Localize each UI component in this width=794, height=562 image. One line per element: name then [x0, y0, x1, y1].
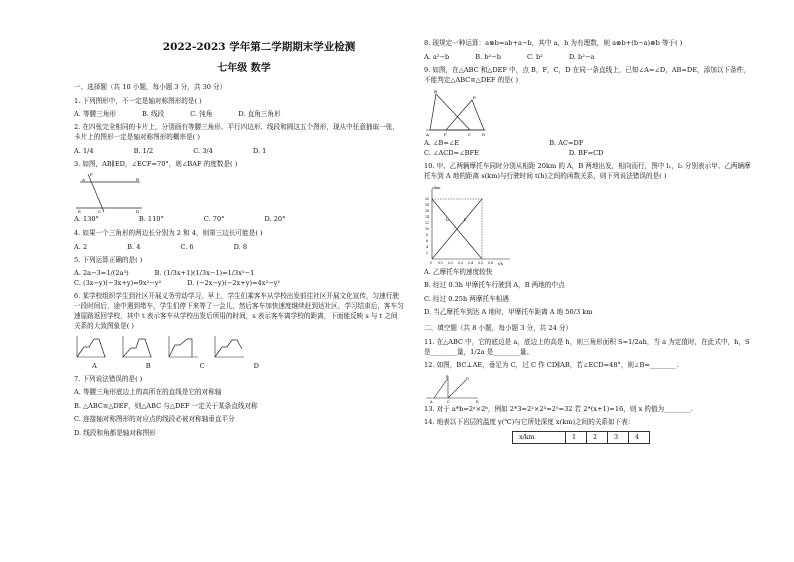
q10-stem: 10. 甲、乙两辆摩托车同时分别从相距 20km 的 A，B 两地出发，相向而行，图中 l₁，l₂ 分别表示甲、乙两辆摩托车到 A 地的距离 s(km)与行驶时间 t(h)之间的函数关系，则下列说法错误的是( ) [424, 162, 751, 180]
q4-stem: 4. 如果一个三角形的两边长分别为 2 和 4，则第三边长可能是( ) [74, 229, 263, 237]
chart-y-tick-16: 16 [425, 208, 430, 213]
q3-option-b: B. 110° [138, 215, 164, 223]
q7-option-b: B. △ABC≌△DEF，则△ABC 与△DEF 一定关于某条直线对称 [74, 401, 258, 410]
q4-options [74, 242, 404, 252]
svg-text:C: C [98, 209, 102, 214]
q1-option-c: C. 钝角 [190, 110, 213, 118]
svg-text:F: F [444, 132, 447, 137]
q6-graph-c [166, 335, 200, 359]
svg-text:C: C [447, 399, 450, 404]
svg-text:C: C [468, 132, 472, 137]
chart-y-tick-10: 10 [425, 226, 430, 231]
section1-heading: 一、选择题（共 10 小题，每小题 3 分，共 30 分） [74, 83, 227, 91]
q5-option-d: D. (−2x−y)(−2x+y)=4x²−y² [187, 279, 281, 287]
chart-x-tick-0.4: 0.4 [468, 260, 474, 265]
q5-option-a: A. 2a−3=1/(2a³) [74, 269, 129, 277]
q5-options-row1 [74, 268, 404, 278]
q14-table-header: x/km [513, 431, 566, 443]
chart-line2-label: l₂ [464, 216, 467, 222]
q5-option-b: B. (1/3x+1)(1/3x−1)=1/3x²−1 [154, 269, 255, 277]
q12-stem: 12. 如图，BC⊥AE，垂足为 C，过 C 作 CD∥AB，若∠ECD=48°，则∠B=________. [424, 361, 679, 369]
q8-option-c: C. b² [526, 52, 543, 61]
q6-stem: 6. 某学校组织学生到社区开展义务劳动学习，早上，学生们乘客车从学校出发前往社区开展文化宣传，匀速行驶一段时间后，途中遇到堵车，学生们停下来等了一会儿，然后客车加快速度继续赶到达社区，学习结束后，客车匀速原路返回学校，其中 t 表示客车从学校出发后所用的时间，s 表示客车离学校的距离，下面能反映 s 与 t 之间关系的大致图象是( ) [74, 292, 404, 330]
chart-y-tick-6: 6 [426, 238, 429, 243]
q8-option-a: A. a²−b [424, 52, 450, 61]
chart-x-tick-0.3: 0.3 [458, 260, 464, 265]
q4-option-d: D. 8 [233, 242, 248, 251]
q6-graph-a [74, 335, 108, 359]
chart-x-tick-0.1: 0.1 [438, 260, 444, 265]
q4-option-a: A. 2 [74, 242, 88, 251]
svg-text:D: D [466, 376, 469, 381]
q14-table-cell: 4 [629, 431, 650, 443]
q1-option-d: D. 直角三角形 [238, 110, 281, 118]
q2-option-c: C. 3/4 [193, 146, 213, 155]
q5-options-row2 [74, 278, 404, 288]
chart-y-tick-2: 2 [426, 250, 429, 255]
chart-y-tick-8: 8 [426, 232, 429, 237]
q8-stem: 8. 现规定一种运算：a⊗b=ab+a−b，其中 a，b 为有理数，则 a⊗b+(b−a)⊗b 等于( ) [424, 39, 683, 47]
exam-subtitle: 七年级 数学 [217, 63, 271, 74]
q11-stem: 11. 在△ABC 中，它的底边是 a，底边上的高是 h，则三角形面积 S=1/2ah，当 a 为定值时，在此式中，h，S 是________量，1/2a 是________量。 [424, 337, 750, 356]
svg-text:A: A [426, 132, 429, 137]
q2-option-b: B. 1/2 [133, 146, 154, 155]
chart-x-tick-0.5: 0.5 [478, 260, 484, 265]
q14-table [512, 431, 650, 444]
q9-option-d: D. BF=CD [568, 149, 604, 157]
q6-label-c: C [199, 361, 205, 370]
q6-graph-labels [74, 361, 404, 371]
q6-label-a: A [92, 361, 97, 370]
exam-title: 2022-2023 学年第二学期期末学业检测 [162, 41, 356, 53]
q6-graphs [74, 335, 404, 359]
q8-option-b: B. b²−b [475, 52, 501, 61]
q14-table-cell: 1 [566, 431, 587, 443]
q7-option-d: D. 线段和角都是轴对称图形 [74, 428, 156, 437]
right-column [424, 38, 754, 444]
q14-table-cell: 3 [608, 431, 629, 443]
svg-text:F: F [90, 172, 93, 177]
chart-x-tick-0.2: 0.2 [448, 260, 454, 265]
q7-option-a: A. 等腰三角形底边上的高所在的直线是它的对称轴 [74, 388, 222, 396]
q10-chart [424, 185, 514, 267]
q6-label-d: D [253, 361, 259, 370]
q12-figure [424, 374, 480, 404]
svg-text:E: E [473, 95, 476, 100]
chart-y-tick-18: 18 [425, 202, 430, 207]
chart-y-tick-4: 4 [426, 244, 429, 249]
q9-option-c: C. ∠ACD=∠BFE [424, 149, 479, 157]
q1-options [74, 109, 404, 119]
section2-heading: 二、填空题（共 8 小题，每小题 3 分，共 24 分） [424, 324, 573, 332]
chart-y-tick-14: 14 [425, 214, 430, 219]
q13-stem: 13. 对于 a*b=2ᵃ×2ᵇ，例如 2*3=2²×2³=2⁵=32 若 2*(x+1)=16，则 x 的值为________. [424, 404, 693, 413]
svg-text:E: E [78, 209, 81, 214]
q3-stem: 3. 如图，AB∥ED，∠ECF=70°，则∠BAF 的度数是( ) [74, 159, 238, 168]
q10-option-d: D. 当乙摩托车到达 A 地时，甲摩托车距离 A 地 50/3 km [424, 308, 593, 316]
q6-graph-d [212, 335, 246, 359]
q6-label-b: B [145, 361, 151, 370]
left-column [74, 0, 404, 441]
svg-text:B: B [446, 374, 449, 379]
q7-option-c: C. 连接轴对称图形的对应点的线段必被对称轴垂直平分 [74, 415, 235, 423]
q9-option-b: B. AC=DF [549, 139, 584, 147]
svg-text:E: E [476, 399, 479, 404]
svg-text:B: B [136, 177, 139, 182]
svg-text:A: A [82, 177, 85, 182]
q9-stem: 9. 如图，在△ABC 和△DEF 中，点 B，F，C，D 在同一条直线上，已知∠A=∠D，AB=DE，添加以下条件，不能判定△ABC≌△DEF 的是( ) [424, 65, 750, 84]
q14-table-row [513, 431, 650, 443]
q9-option-a: A. ∠B=∠E [424, 139, 460, 147]
q5-stem: 5. 下列运算正确的是( ) [74, 255, 143, 264]
q1-option-a: A. 等腰三角形 [74, 110, 116, 118]
q3-options [74, 214, 404, 224]
q9-options-row2 [424, 148, 754, 158]
svg-text:D: D [136, 209, 140, 214]
chart-y-tick-12: 12 [425, 220, 430, 225]
q2-stem: 2. 在四张完全相同的卡片上，分别画有等腰三角形、平行四边形、线段和圆这五个图形，现从中任意抽取一张，卡片上的图形一定是轴对称图形的概率是( ) [74, 123, 399, 141]
chart-y-tick-20: 20 [425, 196, 430, 201]
q14-stem: 14. 地表以下岩层的温度 y(℃)与它所处深度 x(km)之间的关系如下表： [424, 418, 635, 426]
q5-option-c: C. (3x−y)(−3x+y)=9x²−y² [74, 279, 162, 287]
q6-graph-b [120, 335, 154, 359]
chart-y-unit: s/km [432, 185, 441, 190]
q4-option-c: C. 6 [180, 242, 194, 251]
q3-figure [74, 172, 144, 214]
q14-table-cell: 2 [587, 431, 608, 443]
q10-option-a: A. 乙摩托车的速度较快 [424, 267, 493, 276]
chart-line1-label: l₁ [446, 216, 449, 222]
q2-option-d: D. 1 [252, 146, 267, 155]
q4-option-b: B. 4 [127, 242, 141, 251]
q1-stem: 1. 下列图形中，不一定是轴对称图形的是( ) [74, 96, 202, 105]
q9-figure [424, 88, 488, 138]
q3-option-a: A. 130° [74, 215, 99, 223]
q7-stem: 7. 下列说法错误的是( ) [74, 374, 143, 383]
q10-option-b: B. 经过 0.3h 甲摩托车行驶到 A，B 两地的中点 [424, 281, 565, 289]
chart-x-unit: t/h [498, 261, 503, 266]
q10-option-c: C. 经过 0.25h 两摩托车相遇 [424, 294, 509, 303]
chart-x-tick-0.6: 0.6 [488, 260, 494, 265]
svg-text:A: A [430, 399, 433, 404]
q8-options [424, 52, 754, 62]
q2-options [74, 146, 404, 156]
q9-options-row1 [424, 138, 754, 148]
q1-option-b: B. 线段 [141, 110, 165, 118]
svg-text:B: B [434, 89, 437, 94]
q3-option-c: C. 70° [203, 215, 225, 223]
svg-text:D: D [482, 132, 486, 137]
q8-option-d: D. b²−a [568, 52, 595, 61]
chart-x-tick-0: 0 [430, 260, 433, 265]
q3-option-d: D. 20° [264, 215, 286, 223]
q2-option-a: A. 1/4 [74, 146, 94, 155]
